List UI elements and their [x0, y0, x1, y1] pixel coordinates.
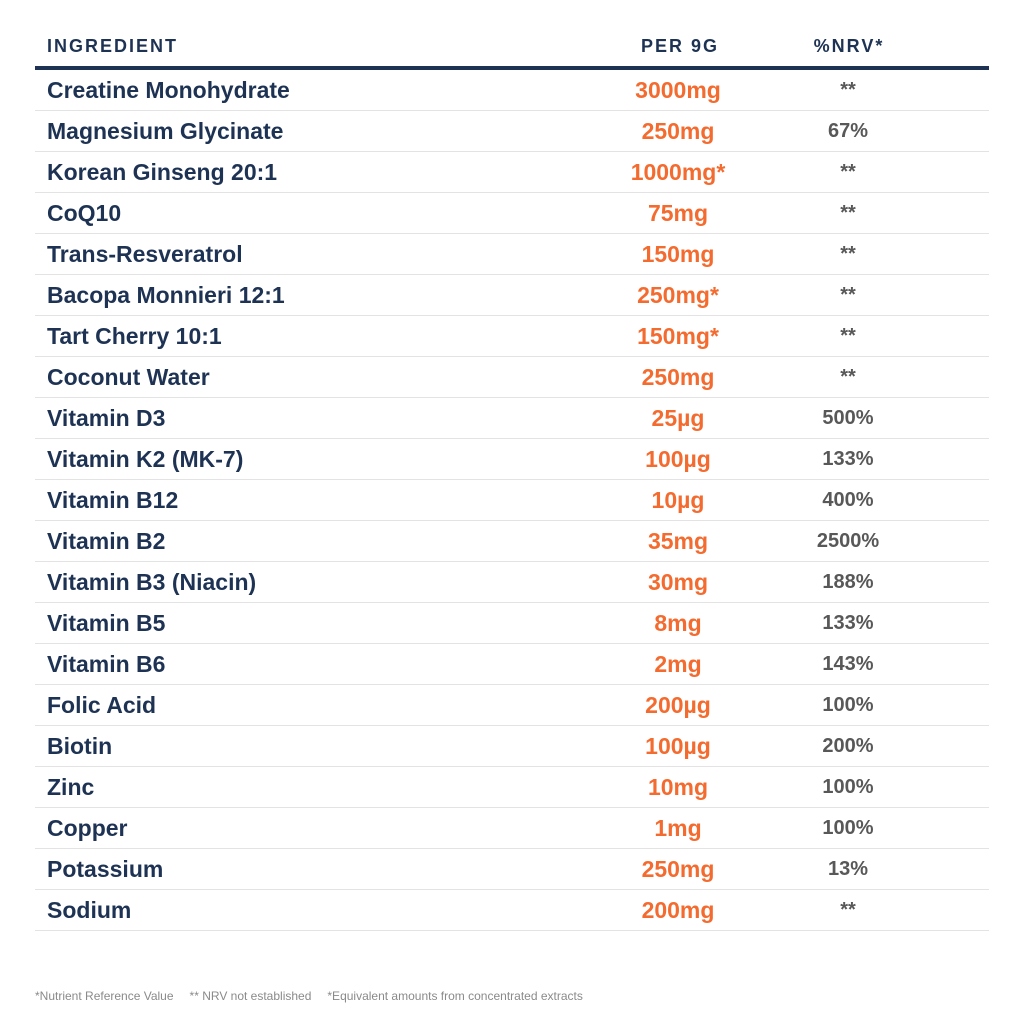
ingredients-table: [35, 26, 989, 931]
table-body: [35, 70, 989, 931]
table-row: [35, 111, 989, 152]
ingredient-name: Sodium: [47, 896, 132, 923]
ingredient-nrv: 67%: [827, 119, 869, 142]
ingredient-amount: 250mg: [641, 855, 715, 882]
ingredient-amount: 200mg: [641, 896, 715, 923]
ingredient-amount: 75mg: [647, 199, 709, 226]
ingredient-amount: 25µg: [651, 404, 705, 431]
ingredient-nrv: **: [840, 324, 856, 347]
header-nrv: %NRV*: [813, 35, 885, 56]
header-amount: PER 9G: [640, 35, 720, 56]
ingredient-name: Potassium: [47, 855, 164, 882]
ingredient-name: Coconut Water: [47, 363, 210, 390]
ingredient-amount: 2mg: [654, 650, 702, 677]
table-row: [35, 439, 989, 480]
ingredient-nrv: 100%: [822, 775, 874, 798]
table-row: [35, 603, 989, 644]
ingredient-name: Biotin: [47, 732, 113, 759]
ingredient-amount: 8mg: [654, 609, 702, 636]
ingredient-nrv: 13%: [827, 857, 869, 880]
ingredient-nrv: 400%: [822, 488, 874, 511]
ingredient-name: Korean Ginseng 20:1: [47, 158, 278, 185]
ingredient-nrv: 133%: [822, 611, 874, 634]
footnote-equivalent-amounts: *Equivalent amounts from concentrated extracts: [327, 989, 583, 1003]
ingredient-amount: 10µg: [651, 486, 705, 513]
ingredient-name: Trans-Resveratrol: [47, 240, 243, 267]
ingredient-amount: 150mg: [641, 240, 715, 267]
table-row: [35, 849, 989, 890]
header-ingredient: INGREDIENT: [47, 35, 179, 56]
ingredient-nrv: **: [840, 898, 856, 921]
table-row: [35, 644, 989, 685]
ingredient-nrv: 133%: [822, 447, 874, 470]
table-row: [35, 562, 989, 603]
table-row: [35, 685, 989, 726]
ingredient-name: Copper: [47, 814, 128, 841]
ingredient-nrv: **: [840, 160, 856, 183]
ingredient-name: Vitamin B12: [47, 486, 179, 513]
ingredient-amount: 250mg*: [637, 281, 719, 308]
ingredient-amount: 200µg: [645, 691, 711, 718]
ingredient-name: Vitamin B6: [47, 650, 166, 677]
footnotes: [35, 989, 583, 1003]
table-row: [35, 152, 989, 193]
ingredient-name: CoQ10: [47, 199, 122, 226]
ingredient-name: Creatine Monohydrate: [47, 76, 290, 103]
ingredient-amount: 250mg: [641, 363, 715, 390]
table-row: [35, 480, 989, 521]
table-row: [35, 726, 989, 767]
ingredient-nrv: 200%: [822, 734, 874, 757]
table-row: [35, 398, 989, 439]
ingredient-nrv: 100%: [822, 816, 874, 839]
ingredient-name: Vitamin B2: [47, 527, 166, 554]
ingredient-nrv: 2500%: [816, 529, 880, 552]
table-row: [35, 70, 989, 111]
ingredient-name: Vitamin B3 (Niacin): [47, 568, 257, 595]
ingredient-amount: 100µg: [645, 732, 711, 759]
ingredient-name: Bacopa Monnieri 12:1: [47, 281, 285, 308]
ingredient-amount: 3000mg: [635, 76, 721, 103]
table-row: [35, 357, 989, 398]
ingredient-amount: 250mg: [641, 117, 715, 144]
table-row: [35, 890, 989, 931]
table-row: [35, 521, 989, 562]
ingredient-nrv: **: [840, 201, 856, 224]
ingredient-nrv: 100%: [822, 693, 874, 716]
ingredient-name: Zinc: [47, 773, 95, 800]
ingredient-amount: 150mg*: [637, 322, 719, 349]
ingredient-name: Vitamin D3: [47, 404, 166, 431]
table-row: [35, 193, 989, 234]
ingredient-name: Tart Cherry 10:1: [47, 322, 222, 349]
ingredient-nrv: 143%: [822, 652, 874, 675]
table-row: [35, 275, 989, 316]
ingredient-name: Vitamin B5: [47, 609, 166, 636]
footnote-nrv-definition: *Nutrient Reference Value: [35, 989, 174, 1003]
ingredient-nrv: **: [840, 365, 856, 388]
ingredient-name: Folic Acid: [47, 691, 157, 718]
footnote-nrv-not-established: ** NRV not established: [189, 989, 312, 1003]
ingredient-nrv: **: [840, 283, 856, 306]
table-row: [35, 767, 989, 808]
ingredient-name: Magnesium Glycinate: [47, 117, 284, 144]
ingredient-amount: 1mg: [654, 814, 702, 841]
ingredient-amount: 10mg: [647, 773, 709, 800]
ingredient-nrv: 500%: [822, 406, 874, 429]
table-row: [35, 234, 989, 275]
ingredient-nrv: **: [840, 78, 856, 101]
ingredient-amount: 1000mg*: [630, 158, 726, 185]
table-row: [35, 316, 989, 357]
ingredient-amount: 100µg: [645, 445, 711, 472]
ingredient-name: Vitamin K2 (MK-7): [47, 445, 244, 472]
ingredient-nrv: 188%: [822, 570, 874, 593]
ingredient-amount: 35mg: [647, 527, 709, 554]
ingredient-nrv: **: [840, 242, 856, 265]
ingredient-amount: 30mg: [647, 568, 709, 595]
table-row: [35, 808, 989, 849]
table-header: [35, 26, 989, 70]
